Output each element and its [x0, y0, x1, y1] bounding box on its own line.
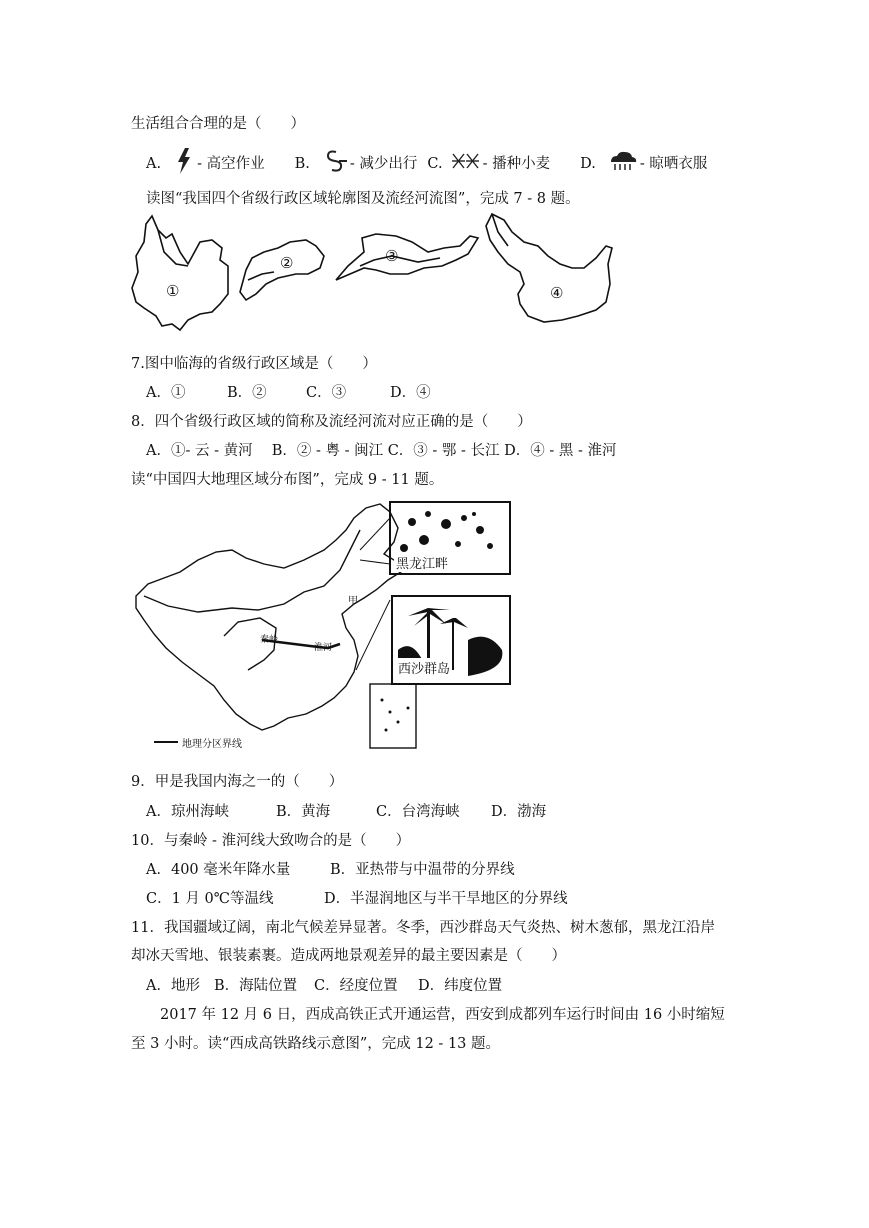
q7-options: [146, 383, 431, 403]
inset-south-china-sea: [370, 684, 416, 748]
q10-options-row2: [146, 889, 568, 909]
q6-options: [146, 148, 707, 180]
province-3-outline: [336, 234, 478, 280]
province-outlines-figure: [128, 212, 618, 340]
q6-option-d-letter: D.: [580, 156, 596, 172]
intro-12-13-line1: 2017 年 12 月 6 日，西成高铁正式开通运营，西安到成都列车运行时间由 16 小时缩短: [160, 1007, 725, 1023]
q11-option-d: D．纬度位置: [418, 978, 503, 994]
label-jia: 甲: [348, 596, 358, 607]
q11-option-a: A．地形: [146, 978, 200, 994]
legend-label: 地理分区界线: [182, 739, 242, 750]
south-china-sea-islands: [381, 699, 410, 732]
province-2-river: [248, 272, 274, 280]
inset-heilongjiang-snow-scene: [400, 511, 493, 552]
q10-option-d: D．半湿润地区与半干旱地区的分界线: [324, 891, 568, 907]
q6-option-c-text: - 播种小麦: [482, 156, 551, 172]
q8-options: A．①- 云 - 黄河 B．② - 粤 - 闽江 C．③ - 鄂 - 长江 D．④ - 黑 - 淮河: [146, 443, 617, 459]
q10-option-c: C．1 月 0℃等温线: [146, 891, 274, 907]
q6-stem-tail: 生活组合合理的是（ ）: [131, 116, 305, 132]
q9-stem: 9．甲是我国内海之一的（ ）: [131, 774, 344, 790]
q8-stem: 8．四个省级行政区域的简称及流经河流对应正确的是（ ）: [131, 414, 532, 430]
region-boundary-north: [144, 530, 360, 612]
china-outline: [136, 504, 404, 730]
q11-stem-line1: 11．我国疆域辽阔，南北气候差异显著。冬季，西沙群岛天气炎热、树木葱郁，黑龙江沿岸: [131, 920, 715, 936]
q7-option-c: C．③: [306, 385, 347, 401]
q9-options: [146, 802, 546, 822]
label-province-2: ②: [280, 254, 294, 272]
inset-callout-mid: [356, 600, 390, 670]
q7-option-d: D．④: [390, 385, 431, 401]
q10-stem: 10．与秦岭 - 淮河线大致吻合的是（ ）: [131, 833, 411, 849]
lightning-icon: [175, 148, 193, 180]
q9-option-b: B．黄海: [276, 804, 331, 820]
q10-option-b: B．亚热带与中温带的分界线: [330, 862, 515, 878]
q11-options: [146, 976, 502, 996]
label-huaihe: 淮河: [314, 643, 333, 653]
province-4-outline: [486, 214, 612, 322]
q6-option-c-letter: C.: [427, 156, 443, 172]
inset-callout-top: [360, 518, 390, 564]
q6-option-b-text: - 减少出行: [349, 156, 418, 172]
label-province-3: ③: [385, 247, 399, 265]
rain-cloud-icon: [608, 150, 638, 178]
q9-option-c: C．台湾海峡: [376, 804, 460, 820]
intro-9-11: 读“中国四大地理区域分布图”，完成 9 - 11 题。: [131, 472, 444, 488]
label-xisha: 西沙群岛: [396, 658, 452, 677]
q11-option-c: C．经度位置: [314, 978, 398, 994]
q10-options-row1: [146, 860, 515, 880]
q7-option-b: B．②: [227, 385, 267, 401]
q7-option-a: A．①: [146, 385, 186, 401]
q6-option-a-text: - 高空作业: [197, 156, 265, 172]
q11-option-b: B．海陆位置: [214, 978, 298, 994]
q11-stem-line2: 却冰天雪地、银装素裹。造成两地景观差异的最主要因素是（ ）: [131, 948, 566, 964]
q6-option-d-text: - 晾晒衣服: [639, 156, 708, 172]
china-regions-figure: [128, 500, 518, 755]
q6-option-a-letter: A.: [146, 156, 162, 172]
snow-icon: [451, 151, 481, 177]
q6-option-b-letter: B.: [294, 156, 310, 172]
province-1-outline: [132, 216, 228, 330]
q10-option-a: A．400 毫米年降水量: [146, 862, 291, 878]
label-heilongjiang: 黑龙江畔: [394, 553, 450, 572]
label-province-4: ④: [550, 284, 564, 302]
intro-12-13-line2: 至 3 小时。读“西成高铁路线示意图”，完成 12 - 13 题。: [131, 1036, 501, 1052]
label-province-1: ①: [166, 282, 180, 300]
province-3-river: [360, 256, 440, 266]
intro-7-8: 读图“我国四个省级行政区域轮廓图及流经河流图”，完成 7 - 8 题。: [146, 191, 580, 207]
q7-stem: 7.图中临海的省级行政区域是（ ）: [131, 356, 377, 372]
label-qinling: 秦岭: [260, 635, 279, 645]
wind-icon: [322, 148, 348, 180]
q9-option-d: D．渤海: [491, 804, 547, 820]
q9-option-a: A．琼州海峡: [146, 804, 229, 820]
